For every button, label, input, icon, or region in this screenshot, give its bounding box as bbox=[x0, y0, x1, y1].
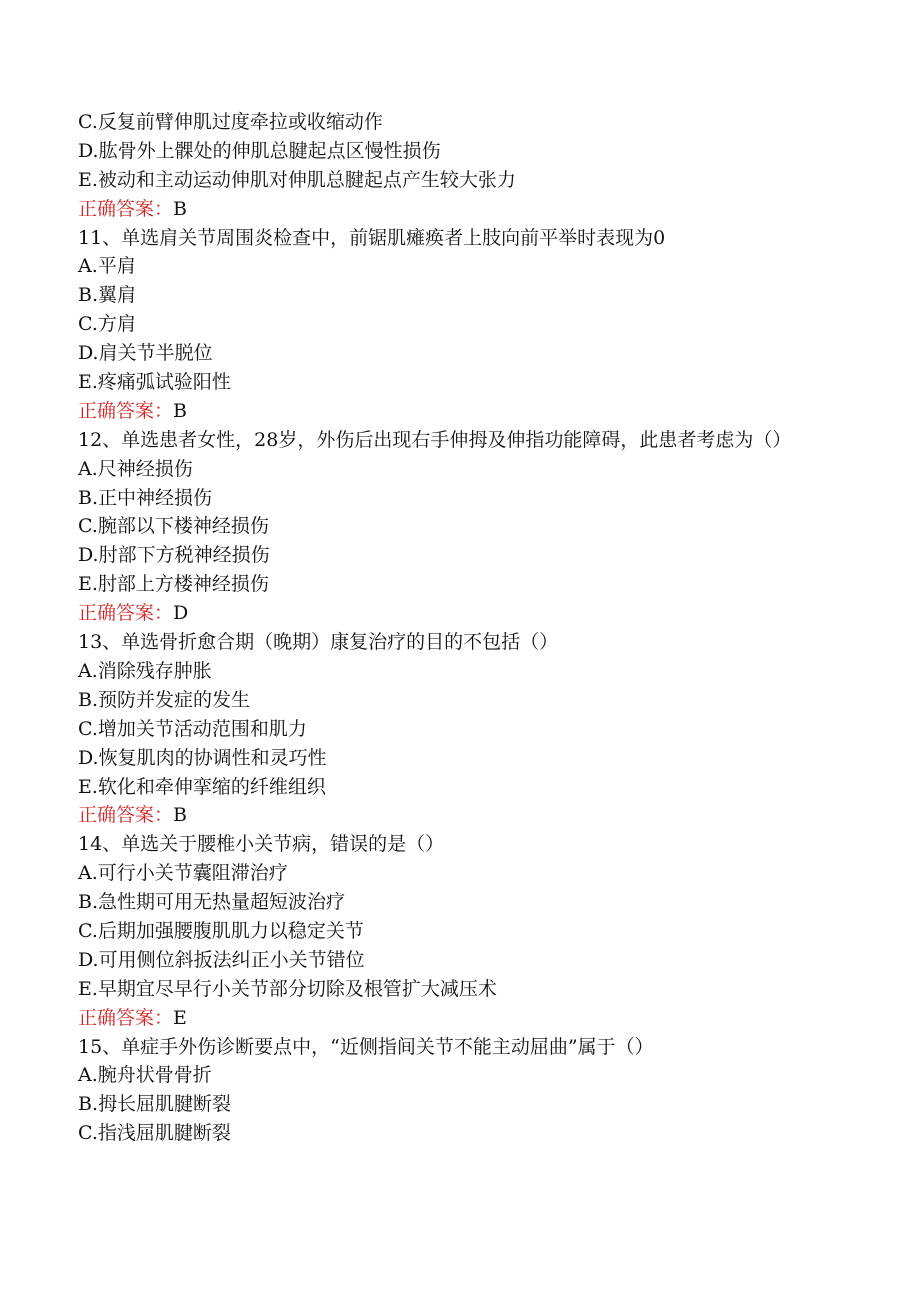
answer-value: B bbox=[173, 804, 187, 827]
option: A.消除残存肿胀 bbox=[78, 659, 212, 682]
option: C.反复前臂伸肌过度牵拉或收缩动作 bbox=[78, 111, 383, 133]
answer-line bbox=[78, 397, 868, 426]
option: C.指浅屈肌腱断裂 bbox=[78, 1122, 231, 1145]
option: E.肘部上方楼神经损伤 bbox=[78, 573, 269, 596]
question-stem: 12、单选患者女性，28岁，外伤后出现右手伸拇及伸指功能障碍，此患者考虑为（） bbox=[78, 428, 792, 451]
answer-label: 正确答案： bbox=[78, 1006, 174, 1029]
option: E.软化和牵伸挛缩的纤维组织 bbox=[78, 775, 326, 798]
option: A.腕舟状骨骨折 bbox=[78, 1064, 212, 1087]
question-stem: 15、单症手外伤诊断要点中，“近侧指间关节不能主动屈曲”属于（） bbox=[78, 1035, 654, 1058]
option: B.拇长屈肌腱断裂 bbox=[78, 1093, 232, 1116]
option: A.尺神经损伤 bbox=[78, 457, 193, 480]
answer-line bbox=[78, 801, 868, 830]
answer-value: B bbox=[173, 197, 187, 220]
answer-value: B bbox=[173, 399, 187, 422]
answer-label: 正确答案： bbox=[78, 197, 174, 220]
option: B.预防并发症的发生 bbox=[78, 688, 251, 711]
answer-line bbox=[78, 195, 868, 224]
option: B.翼肩 bbox=[78, 284, 137, 307]
question-stem: 14、单选关于腰椎小关节病，错误的是（） bbox=[78, 833, 445, 856]
option: B.正中神经损伤 bbox=[78, 486, 213, 509]
answer-line bbox=[78, 599, 868, 628]
option: C.方肩 bbox=[78, 313, 136, 336]
option: C.腕部以下楼神经损伤 bbox=[78, 515, 269, 538]
option: C.后期加强腰腹肌肌力以稳定关节 bbox=[78, 919, 364, 942]
option: A.平肩 bbox=[78, 255, 136, 278]
answer-label: 正确答案： bbox=[78, 602, 174, 625]
answer-value: E bbox=[173, 1006, 187, 1029]
option: E.被动和主动运动伸肌对伸肌总腱起点产生较大张力 bbox=[78, 168, 516, 191]
answer-line bbox=[78, 1004, 868, 1033]
option: E.疼痛弧试验阳性 bbox=[78, 371, 231, 394]
option: C.增加关节活动范围和肌力 bbox=[78, 717, 307, 740]
option: A.可行小关节囊阻滞治疗 bbox=[78, 862, 288, 885]
option: D.肱骨外上髁处的伸肌总腱起点区慢性损伤 bbox=[78, 139, 441, 162]
question-stem: 11、单选肩关节周围炎检查中，前锯肌瘫痪者上肢向前平举时表现为0 bbox=[78, 226, 666, 249]
option: D.肩关节半脱位 bbox=[78, 342, 213, 365]
answer-label: 正确答案： bbox=[78, 804, 174, 827]
answer-value: D bbox=[173, 602, 189, 625]
option: D.肘部下方税神经损伤 bbox=[78, 544, 270, 567]
option: E.早期宜尽早行小关节部分切除及根管扩大减压术 bbox=[78, 977, 497, 1000]
option: B.急性期可用无热量超短波治疗 bbox=[78, 891, 346, 914]
answer-label: 正确答案： bbox=[78, 399, 174, 422]
option: D.恢复肌肉的协调性和灵巧性 bbox=[78, 746, 327, 769]
question-list bbox=[78, 108, 868, 1148]
option: D.可用侧位斜扳法纠正小关节错位 bbox=[78, 948, 365, 971]
question-stem: 13、单选骨折愈合期（晚期）康复治疗的目的不包括（） bbox=[78, 631, 559, 654]
